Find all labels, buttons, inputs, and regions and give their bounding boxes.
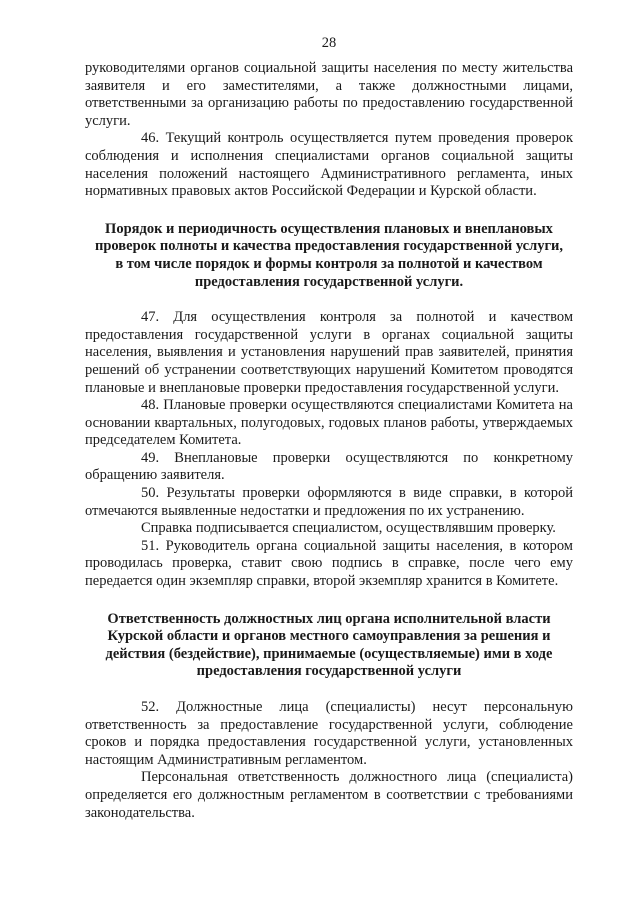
- paragraph-49: 49. Внеплановые проверки осуществляются по конкретному обращению заявителя.: [85, 449, 573, 484]
- page-number: 28: [321, 35, 337, 51]
- paragraph-48: 48. Плановые проверки осуществляются специалистами Комитета на основании квартальных, полугодовых, годовых планов работы, утверждаемых председателем Комитета.: [85, 397, 573, 449]
- paragraph-51: 51. Руководитель органа социальной защиты населения, в котором проводилась проверка, ставит свою подпись в справке, после чего ему передается один экземпляр справки, второй экземпляр хранится в Комитете.: [85, 537, 573, 590]
- section-heading-responsibility: Ответственность должностных лиц органа исполнительной власти Курской области и органов местного самоуправления за решения и действия (бездействие), принимаемые (осуществляемые) ими в ходе предоставления государственной услуги: [105, 610, 553, 680]
- paragraph-46: 46. Текущий контроль осуществляется путем проведения проверок соблюдения и исполнения специалистами органов социальной защиты населения положений настоящего Административного регламента, иных нормативных правовых актов Российской Федерации и Курской области.: [85, 130, 573, 200]
- section-heading-inspections: Порядок и периодичность осуществления плановых и внеплановых проверок полноты и качества предоставления государственной услуги, в том числе порядок и формы контроля за полнотой и качеством предоставления государственной услуги.: [95, 220, 564, 290]
- paragraph-47: 47. Для осуществления контроля за полнотой и качеством предоставления государственной услуги в органах социальной защиты населения, выявления и установления нарушений прав заявителей, принятия решений об устранении соответствующих нарушений Комитетом проводятся плановые и внеплановые проверки предоставления государственной услуги.: [85, 309, 573, 396]
- paragraph-continuation: руководителями органов социальной защиты населения по месту жительства заявителя и его заместителями, а также должностными лицами, ответственными за организацию работы по предоставлению государственной услуги.: [85, 60, 573, 129]
- paragraph-50: 50. Результаты проверки оформляются в виде справки, в которой отмечаются выявленные недостатки и предложения по их устранению.: [85, 485, 573, 519]
- paragraph-personal-responsibility: Персональная ответственность должностного лица (специалиста) определяется его должностным регламентом в соответствии с требованиями законодательства.: [85, 769, 573, 821]
- paragraph-certificate-signed: Справка подписывается специалистом, осуществлявшим проверку.: [141, 520, 556, 537]
- paragraph-52: 52. Должностные лица (специалисты) несут персональную ответственность за предоставление государственной услуги, соблюдение сроков и порядка предоставления государственной услуги, установленных настоящим Административным регламентом.: [85, 699, 573, 768]
